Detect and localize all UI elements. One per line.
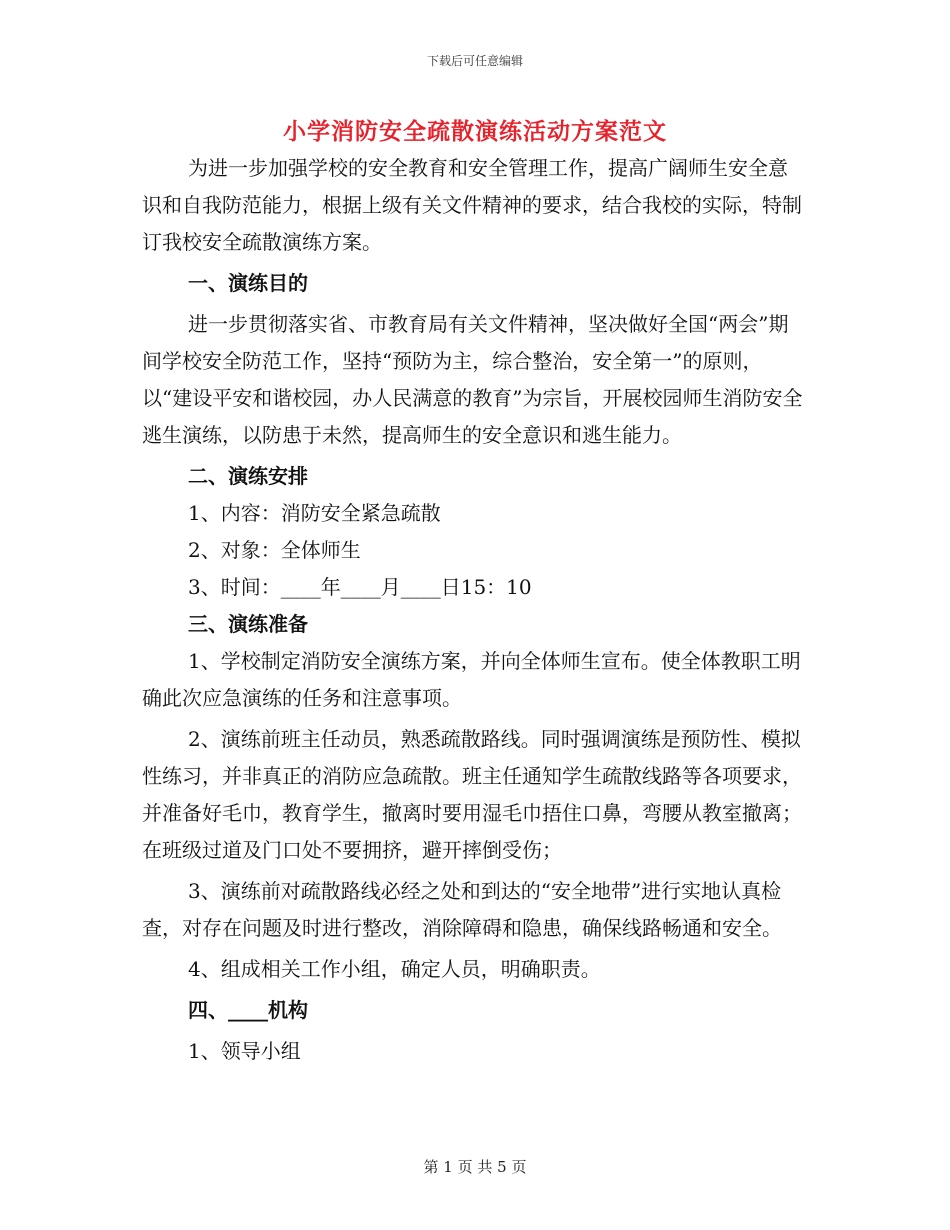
header-note: 下载后可任意编辑	[426, 54, 523, 68]
section-3-item: 2、演练前班主任动员，熟悉疏散路线。同时强调演练是预防性、模拟性练习，并非真正的消防应急疏散。班主任通知学生疏散线路等各项要求，并准备好毛巾，教育学生，撤离时要用湿毛巾捂住口鼻，弯腰从教室撤离；在班级过道及门口处不要拥挤，避开摔倒受伤；	[142, 727, 802, 862]
section-2-item: 2、对象：全体师生	[188, 538, 361, 562]
section-2-item: 1、内容：消防安全紧急疏散	[188, 501, 441, 525]
section-4-heading: 四、____机构	[188, 998, 308, 1022]
section-2-heading: 二、演练安排	[188, 464, 308, 488]
section-1-paragraph: 进一步贯彻落实省、市教育局有关文件精神，坚决做好全国“两会”期间学校安全防范工作，坚持“预防为主，综合整治，安全第一”的原则，以“建设平安和谐校园，办人民满意的教育”为宗旨，开展校园师生消防安全逃生演练，以防患于未然，提高师生的安全意识和逃生能力。	[142, 312, 803, 447]
section-3-item: 3、演练前对疏散路线必经之处和到达的“安全地带”进行实地认真检查，对存在问题及时进行整改，消除障碍和隐患，确保线路畅通和安全。	[142, 879, 782, 940]
section-3-heading: 三、演练准备	[188, 612, 308, 636]
document-title: 小学消防安全疏散演练活动方案范文	[283, 118, 667, 145]
section-3-item: 1、学校制定消防安全演练方案，并向全体师生宣布。使全体教职工明确此次应急演练的任务和注意事项。	[142, 649, 801, 710]
section-1-heading: 一、演练目的	[188, 271, 308, 295]
section-2-item: 3、时间：____年____月____日15：10	[188, 575, 532, 599]
page-footer: 第 1 页 共 5 页	[423, 1158, 527, 1176]
section-4-item: 1、领导小组	[188, 1039, 301, 1063]
document-body	[142, 150, 806, 1070]
section-3-item: 4、组成相关工作小组，确定人员，明确职责。	[188, 957, 601, 981]
intro-paragraph: 为进一步加强学校的安全教育和安全管理工作，提高广阔师生安全意识和自我防范能力，根据上级有关文件精神的要求，结合我校的实际，特制订我校安全疏散演练方案。	[142, 156, 802, 254]
